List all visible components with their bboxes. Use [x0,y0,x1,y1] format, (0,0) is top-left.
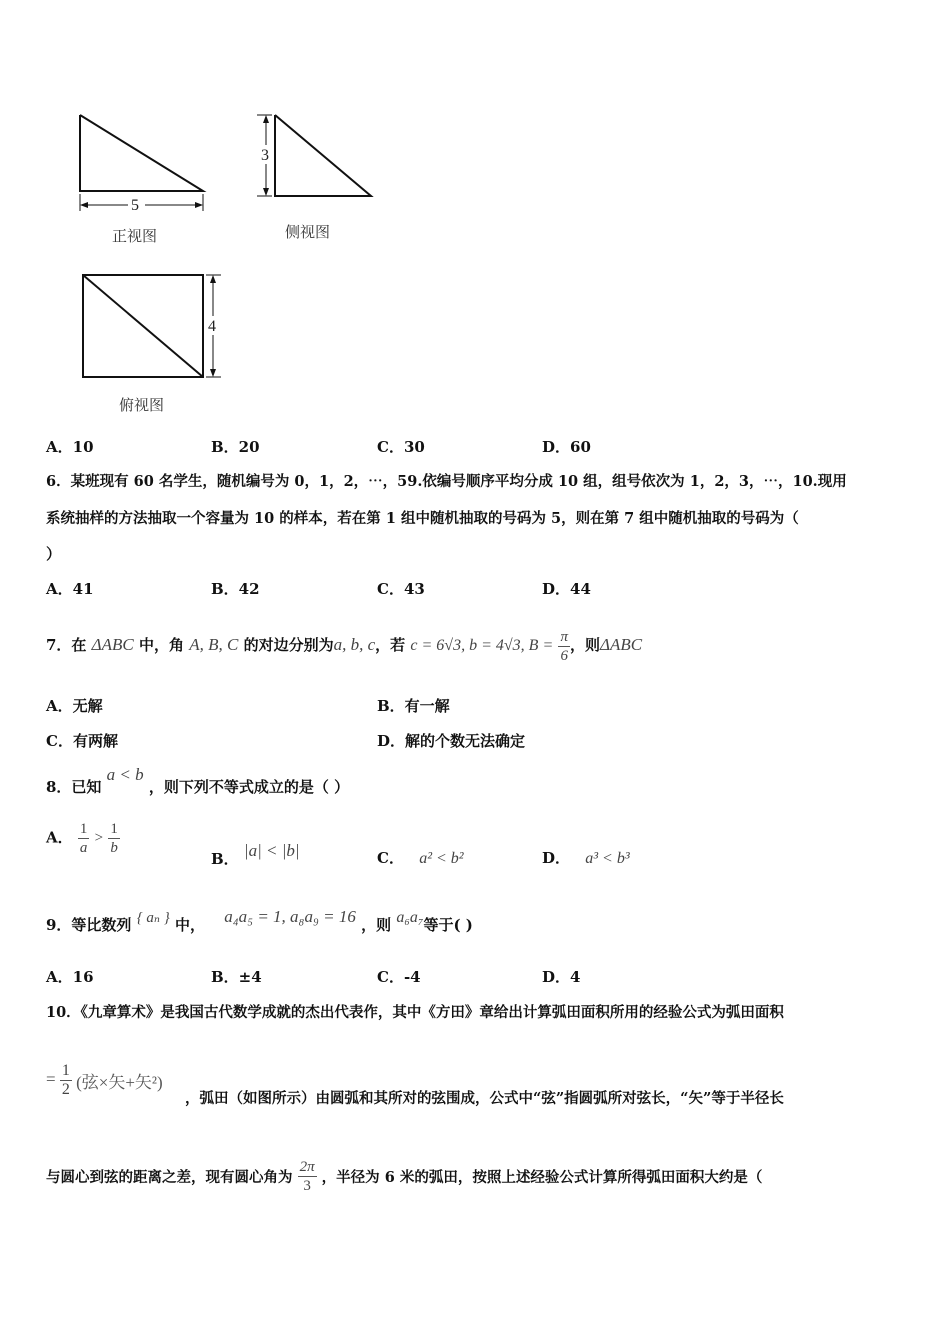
q10-formula-body: (弦×矢+矢²) [76,1073,163,1092]
q8-option-d-expr: a³ < b³ [585,850,630,867]
q9-prefix: 9．等比数列 [46,916,132,934]
q9-stem [46,905,473,946]
q9-mid-2: ，则 [361,916,392,934]
q10-angle-den: 3 [303,1178,311,1194]
q8-option-a-label: A． [46,828,73,847]
q8-option-a-relation: > [94,830,104,846]
q8-frac-1-den: a [79,840,88,856]
top-view-caption: 俯视图 [119,396,165,414]
q5-option-b[interactable]: B．20 [211,438,260,456]
q10-formula-num: 1 [61,1062,70,1079]
q8-option-b-expr: |a| < |b| [243,841,300,860]
q8-stem [46,765,350,797]
q8-option-b-label: B． [211,850,239,868]
q9-condition: a₄a₅ = 1, a₈a₉ = 16 [224,907,356,926]
q9-option-d[interactable]: D．4 [542,968,581,986]
q10-angle-num: 2π [299,1159,315,1175]
top-view-figure [83,275,221,377]
q8-frac-2-num: 1 [110,821,118,837]
q9-suffix: 等于( ) [423,916,473,934]
q7-angle-fraction [558,628,570,665]
q7-sides: a, b, c [333,635,376,654]
q6-option-d[interactable]: D．44 [542,580,591,598]
q9-sequence: { aₙ } [136,910,170,926]
q10-line-3-a: 与圆心到弦的距离之差，现有圆心角为 [46,1169,293,1186]
q7-option-a[interactable]: A．无解 [46,697,103,715]
q8-condition: a < b [106,765,144,784]
q10-line-2: ，弧田（如图所示）由圆弧和其所对的弦围成，公式中“弦”指圆弧所对弦长，“矢”等于半径长 [185,1090,784,1107]
q5-option-c[interactable]: C．30 [377,438,425,456]
q8-option-b[interactable] [211,840,300,868]
q7-fraction-denominator: 6 [560,647,568,664]
q10-line-3 [46,1158,762,1195]
q7-angles: A, B, C [189,635,239,654]
q8-prefix: 8．已知 [46,778,102,796]
q10-formula-eq: = [46,1069,56,1089]
q7-mid-3: ，若 [375,636,406,654]
q7-prefix: 7．在 [46,636,87,654]
q7-option-d[interactable]: D．解的个数无法确定 [377,732,526,750]
side-view-caption: 侧视图 [285,223,331,241]
q7-mid-4: ，则 [569,636,600,654]
front-view-figure [80,115,203,214]
three-view-figures [0,0,420,420]
q8-option-d-label: D． [542,849,571,867]
q7-option-c[interactable]: C．有两解 [46,732,118,750]
q8-suffix: ，则下列不等式成立的是（ ） [148,778,350,796]
q8-option-c-label: C． [377,849,404,867]
q6-option-b[interactable]: B．42 [211,580,260,598]
q7-triangle-1: ΔABC [91,635,134,654]
q6-option-a[interactable]: A．41 [46,580,94,598]
q6-line-1: 6．某班现有 60 名学生，随机编号为 0，1，2，⋯，59.依编号顺序平均分成 10 组，组号依次为 1，2，3，⋯，10.现用 [46,473,847,490]
q10-line-3-b: ，半径为 6 米的弧田，按照上述经验公式计算所得弧田面积大约是（ [321,1169,763,1186]
q9-option-a[interactable]: A．16 [46,968,94,986]
q7-triangle-2: ΔABC [600,635,643,654]
side-view-figure [257,115,371,196]
q7-mid-1: 中，角 [139,636,185,654]
q10-line-1: 10．《九章算术》是我国古代数学成就的杰出代表作，其中《方田》章给出计算弧田面积所用的经验公式为弧田面积 [46,1004,784,1021]
q10-formula [46,1062,163,1099]
q6-line-2: 系统抽样的方法抽取一个容量为 10 的样本，若在第 1 组中随机抽取的号码为 5，则在第 7 组中随机抽取的号码为（ [46,510,799,527]
q6-option-c[interactable]: C．43 [377,580,425,598]
front-view-dim: 5 [131,197,139,214]
q8-option-c[interactable] [377,847,464,868]
q7-fraction-numerator: π [560,628,568,645]
q7-option-b[interactable]: B．有一解 [377,697,450,715]
q9-option-b[interactable]: B．±4 [211,968,262,986]
q10-formula-den: 2 [61,1081,70,1098]
q8-frac-2-den: b [110,840,118,856]
q5-option-a[interactable]: A．10 [46,438,94,456]
q10-formula-frac [60,1062,72,1099]
q9-target: a₆a₇ [396,909,424,926]
q6-line-3: ） [46,545,62,563]
q8-option-a-frac-1 [78,820,90,857]
q9-mid-1: 中， [175,916,206,934]
side-view-dim: 3 [261,147,269,164]
q10-angle-fraction [298,1158,317,1195]
front-view-caption: 正视图 [112,227,158,245]
q9-option-c[interactable]: C．-4 [377,968,421,986]
q8-option-a[interactable] [46,820,120,857]
q5-option-d[interactable]: D．60 [542,438,591,456]
top-view-dim: 4 [208,318,216,335]
q8-option-a-frac-2 [108,820,120,857]
q8-option-c-expr: a² < b² [419,850,464,867]
q7-condition: c = 6√3, b = 4√3, B = [410,637,554,654]
q7-stem [46,620,642,671]
q8-option-d[interactable] [542,847,630,868]
q8-frac-1-num: 1 [79,821,88,837]
q7-mid-2: 的对边分别为 [243,636,334,654]
